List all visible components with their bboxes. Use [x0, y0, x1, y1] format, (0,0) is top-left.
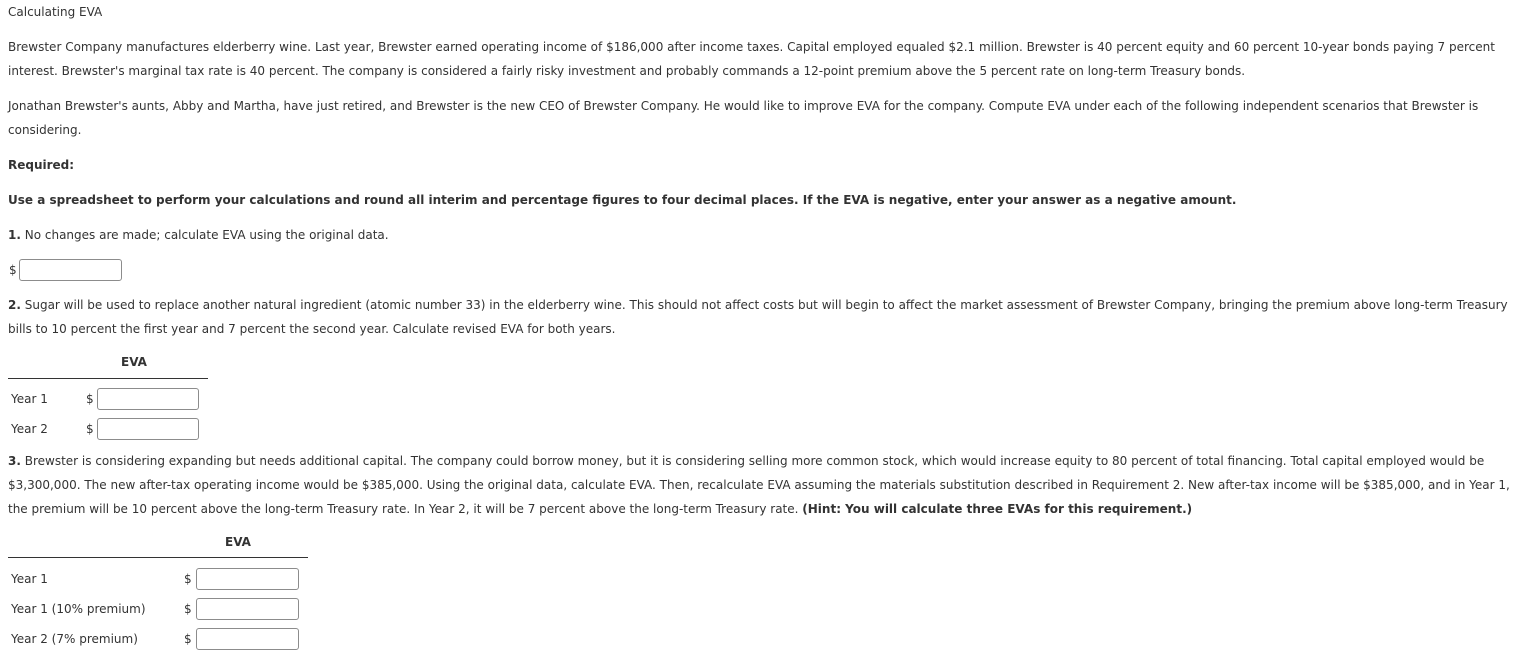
currency-symbol: $: [9, 263, 17, 277]
question-2-number: 2.: [8, 298, 21, 312]
question-3-text: Brewster is considering expanding but needs additional capital. The company could borrow money, but it is considering selling more common stock, which would increase equity to 80 percent of total financing. Total capital employed would be $3,300,000. The new after-tax operating income would be $385,000. Using the original data, calculate EVA. Then, recalculate EVA assuming the materials substitution described in Requirement 2. New after-tax income will be $385,000, and in Year 1, the premium will be 10 percent above the long-term Treasury rate. In Year 2, it will be 7 percent above the long-term Treasury rate.: [8, 454, 1510, 516]
q3-row-label-year-1: Year 1: [11, 572, 48, 586]
question-2: [8, 293, 1516, 341]
q3-row-label-year-2-7-premium: Year 2 (7% premium): [11, 632, 138, 646]
required-instruction: Use a spreadsheet to perform your calculations and round all interim and percentage figures to four decimal places. If the EVA is negative, enter your answer as a negative amount.: [8, 193, 1237, 207]
question-3: [8, 449, 1516, 521]
currency-symbol: $: [86, 422, 94, 436]
intro-paragraph-2: Jonathan Brewster's aunts, Abby and Martha, have just retired, and Brewster is the new CEO of Brewster Company. He would like to improve EVA for the company. Compute EVA under each of the following independent scenarios that Brewster is considering.: [8, 99, 1479, 137]
q3-year-2-7-premium-eva-input[interactable]: [196, 628, 299, 650]
intro-paragraph-1: Brewster Company manufactures elderberry wine. Last year, Brewster earned operating income of $186,000 after income taxes. Capital employed equaled $2.1 million. Brewster is 40 percent equity and 60 percent 10-year bonds paying 7 percent interest. Brewster's marginal tax rate is 40 percent. The company is considered a fairly risky investment and probably commands a 12-point premium above the 5 percent rate on long-term Treasury bonds.: [8, 40, 1495, 78]
currency-symbol: $: [184, 572, 192, 586]
question-3-hint: (Hint: You will calculate three EVAs for this requirement.): [802, 502, 1193, 516]
page-title: Calculating EVA: [8, 5, 103, 19]
q2-table-header-rule: [8, 378, 208, 379]
q3-year-1-10-premium-eva-input[interactable]: [196, 598, 299, 620]
q3-table-header: EVA: [225, 535, 251, 549]
q2-row-label-year-2: Year 2: [11, 422, 48, 436]
q2-year-2-eva-input[interactable]: [97, 418, 199, 440]
q2-year-1-eva-input[interactable]: [97, 388, 199, 410]
question-2-text: Sugar will be used to replace another natural ingredient (atomic number 33) in the elderberry wine. This should not affect costs but will begin to affect the market assessment of Brewster Company, bringing the premium above long-term Treasury bills to 10 percent the first year and 7 percent the second year. Calculate revised EVA for both years.: [8, 298, 1508, 336]
q1-eva-input[interactable]: [19, 259, 122, 281]
currency-symbol: $: [86, 392, 94, 406]
q3-row-label-year-1-10-premium: Year 1 (10% premium): [11, 602, 146, 616]
required-label: Required:: [8, 158, 75, 172]
q3-table-header-rule: [8, 557, 308, 558]
currency-symbol: $: [184, 632, 192, 646]
question-3-number: 3.: [8, 454, 21, 468]
question-1: [8, 228, 389, 242]
q2-row-label-year-1: Year 1: [11, 392, 48, 406]
question-1-text: No changes are made; calculate EVA using the original data.: [20, 228, 389, 242]
currency-symbol: $: [184, 602, 192, 616]
q3-year-1-eva-input[interactable]: [196, 568, 299, 590]
q2-table-header: EVA: [121, 355, 147, 369]
question-1-number: 1.: [8, 228, 21, 242]
